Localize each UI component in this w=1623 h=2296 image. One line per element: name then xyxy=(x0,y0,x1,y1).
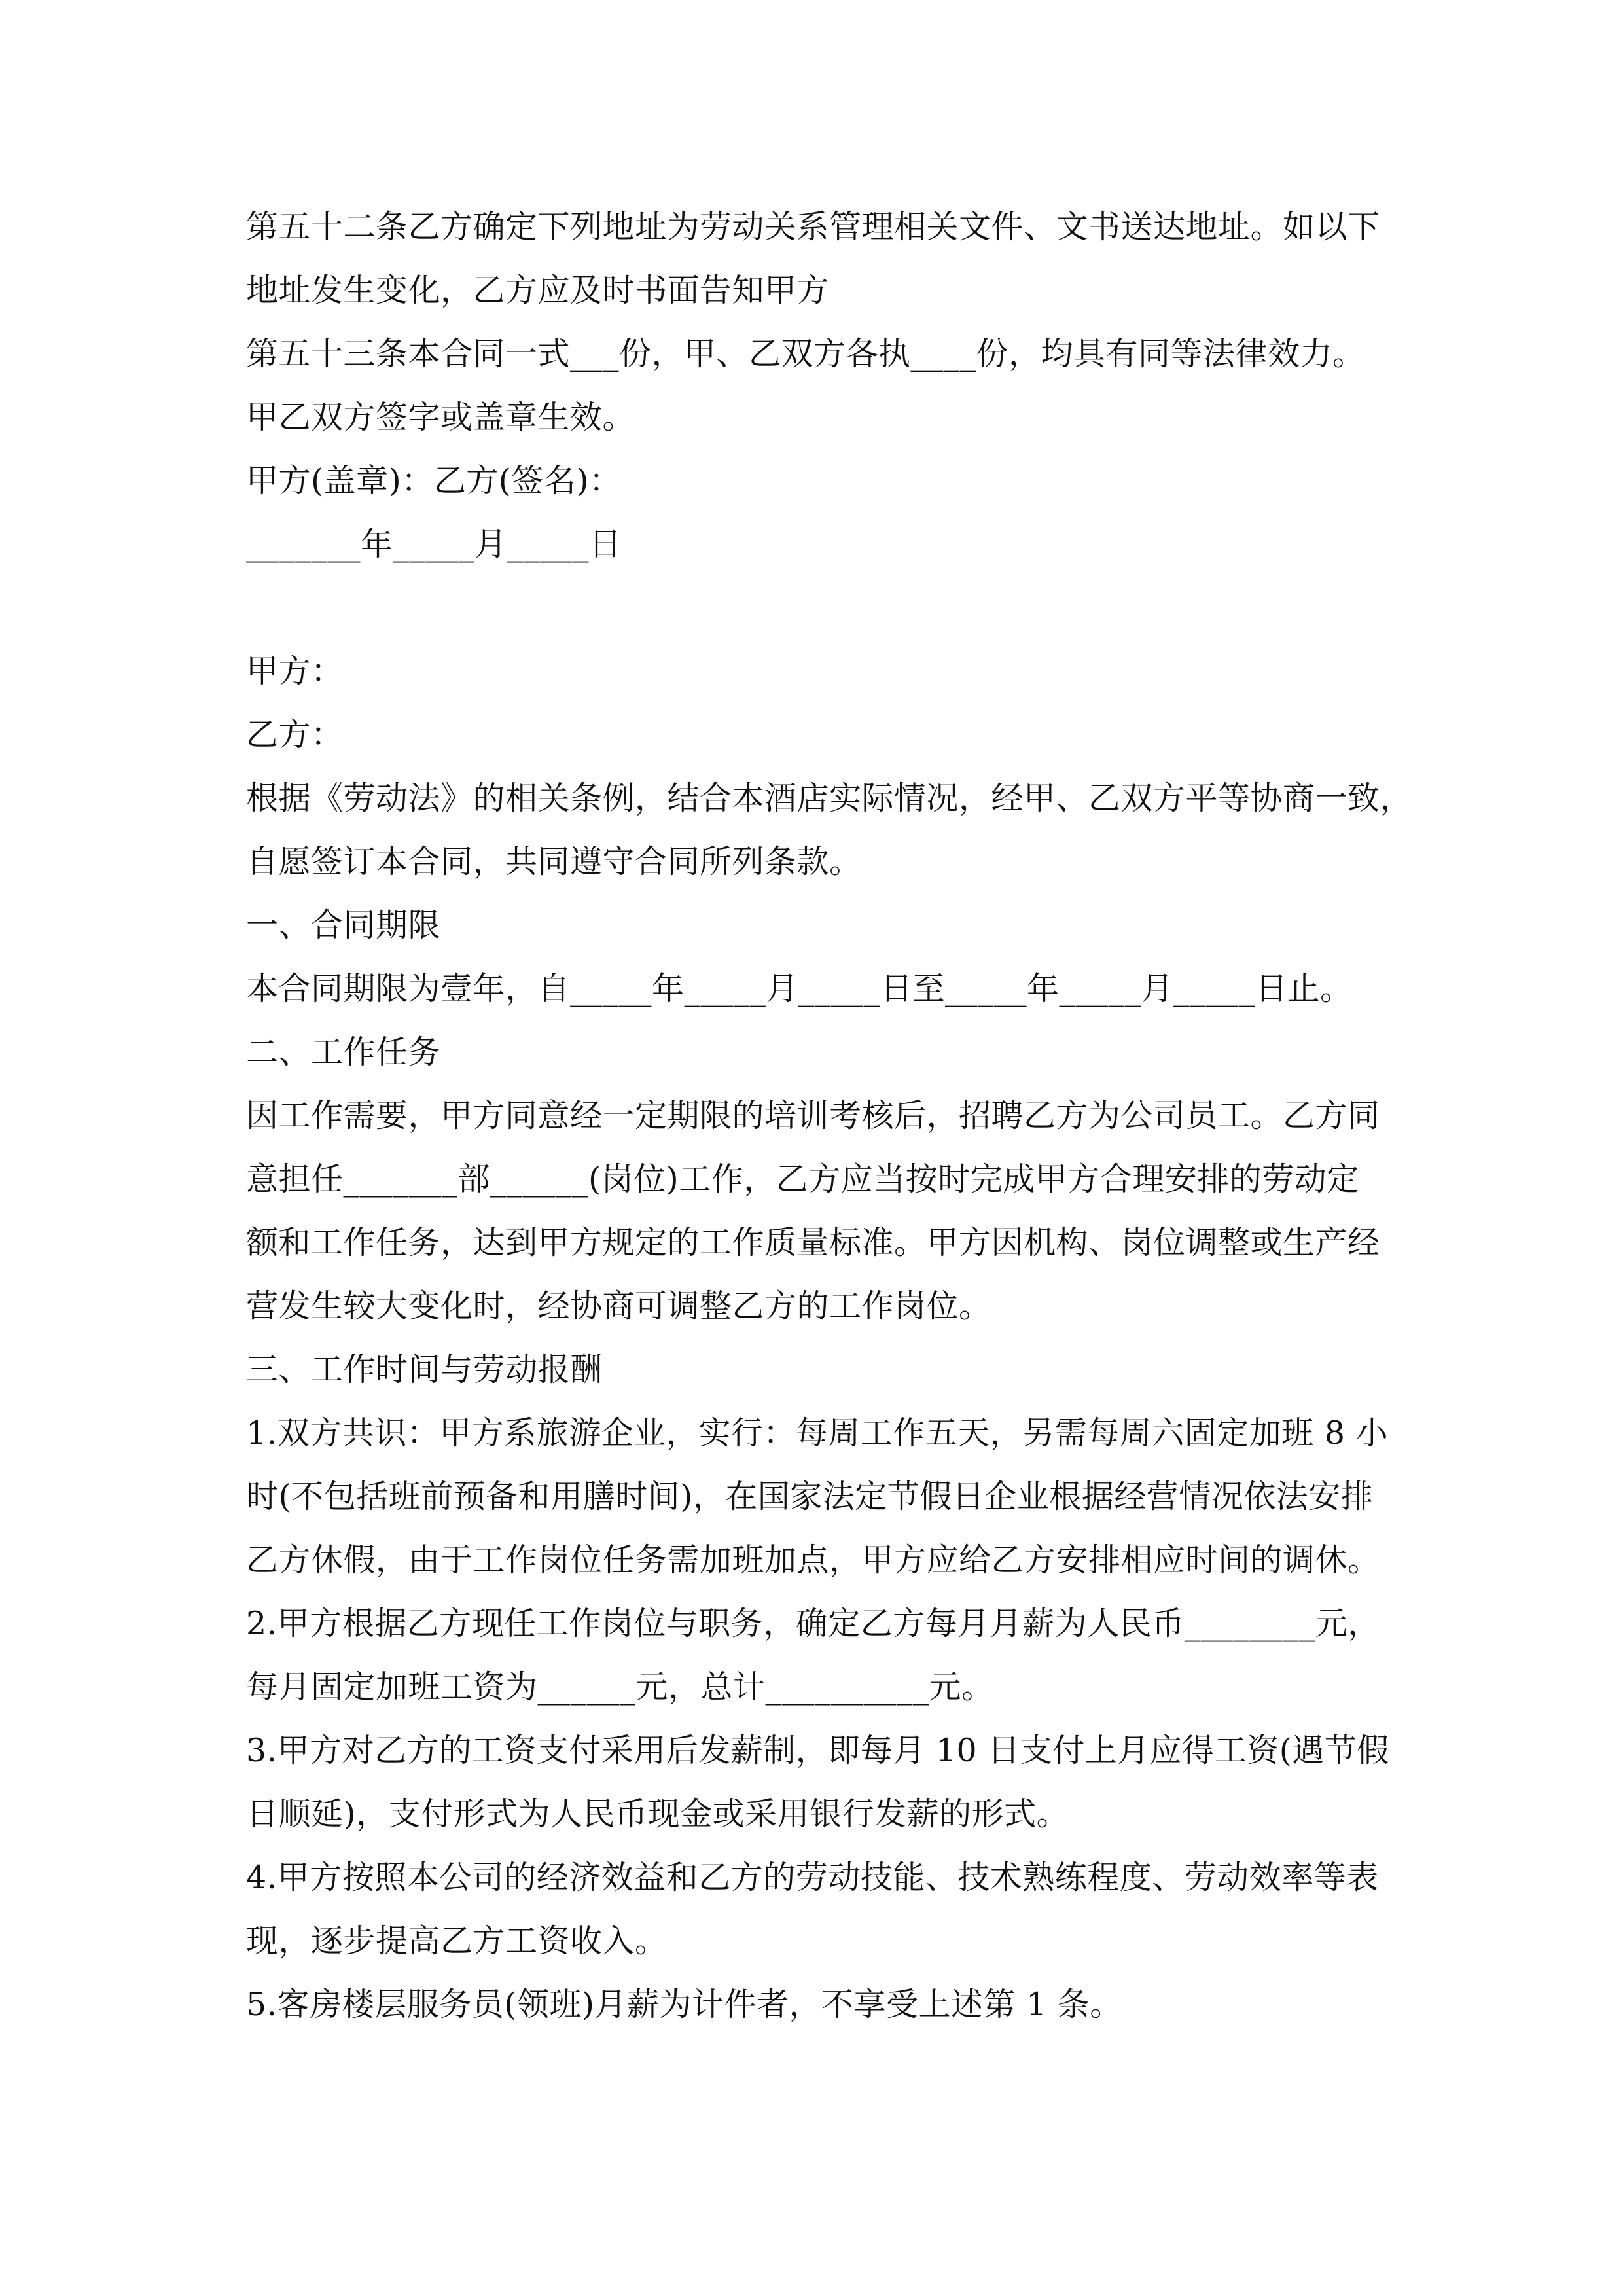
clause-53-line-2: 甲乙双方签字或盖章生效。 xyxy=(246,399,635,436)
tasks-line-1: 因工作需要，甲方同意经一定期限的培训考核后，招聘乙方为公司员工。乙方同 xyxy=(246,1097,1380,1134)
clause-52-line-2: 地址发生变化，乙方应及时书面告知甲方 xyxy=(246,272,830,309)
date-line: _______年_____月_____日 xyxy=(246,526,622,563)
clause-52-line-1: 第五十二条乙方确定下列地址为劳动关系管理相关文件、文书送达地址。如以下 xyxy=(246,208,1380,245)
item-2-line-1: 2.甲方根据乙方现任工作岗位与职务，确定乙方每月月薪为人民币________元， xyxy=(246,1605,1380,1642)
item-4-line-1: 4.甲方按照本公司的经济效益和乙方的劳动技能、技术熟练程度、劳动效率等表 xyxy=(246,1859,1379,1896)
tasks-line-2: 意担任_______部______(岗位)工作，乙方应当按时完成甲方合理安排的劳动定 xyxy=(246,1160,1359,1198)
section-heading-tasks: 二、工作任务 xyxy=(246,1033,441,1071)
item-5-line-1: 5.客房楼层服务员(领班)月薪为计件者，不享受上述第 1 条。 xyxy=(246,1986,1122,2023)
blank-spacer xyxy=(246,576,1385,639)
term-line: 本合同期限为壹年，自_____年_____月_____日至_____年_____月_____日止。 xyxy=(246,970,1353,1007)
party-a-label: 甲方： xyxy=(246,653,344,690)
item-3-line-1: 3.甲方对乙方的工资支付采用后发薪制，即每月 10 日支付上月应得工资(遇节假 xyxy=(246,1732,1389,1769)
section-heading-term: 一、合同期限 xyxy=(246,906,441,944)
clause-53-line-1: 第五十三条本合同一式___份，甲、乙双方各执____份，均具有同等法律效力。 xyxy=(246,335,1365,372)
signature-line: 甲方(盖章)：乙方(签名)： xyxy=(246,462,622,499)
tasks-line-4: 营发生较大变化时，经协商可调整乙方的工作岗位。 xyxy=(246,1287,991,1325)
preamble-line-1: 根据《劳动法》的相关条例，结合本酒店实际情况，经甲、乙双方平等协商一致， xyxy=(246,780,1413,817)
item-1-line-3: 乙方休假，由于工作岗位任务需加班加点，甲方应给乙方安排相应时间的调休。 xyxy=(246,1541,1380,1579)
preamble-line-2: 自愿签订本合同，共同遵守合同所列条款。 xyxy=(246,843,862,880)
party-b-label: 乙方： xyxy=(246,716,344,753)
tasks-line-3: 额和工作任务，达到甲方规定的工作质量标准。甲方因机构、岗位调整或生产经 xyxy=(246,1224,1380,1261)
item-2-line-2: 每月固定加班工资为______元，总计__________元。 xyxy=(246,1668,994,1706)
item-4-line-2: 现，逐步提高乙方工资收入。 xyxy=(246,1922,668,1960)
item-1-line-2: 时(不包括班前预备和用膳时间)，在国家法定节假日企业根据经营情况依法安排 xyxy=(246,1478,1374,1515)
document-body xyxy=(246,195,1413,2036)
section-heading-hours-pay: 三、工作时间与劳动报酬 xyxy=(246,1351,603,1388)
item-3-line-2: 日顺延)，支付形式为人民币现金或采用银行发薪的形式。 xyxy=(246,1795,1069,1833)
item-1-line-1: 1.双方共识：甲方系旅游企业，实行：每周工作五天，另需每周六固定加班 8 小 xyxy=(246,1414,1389,1452)
